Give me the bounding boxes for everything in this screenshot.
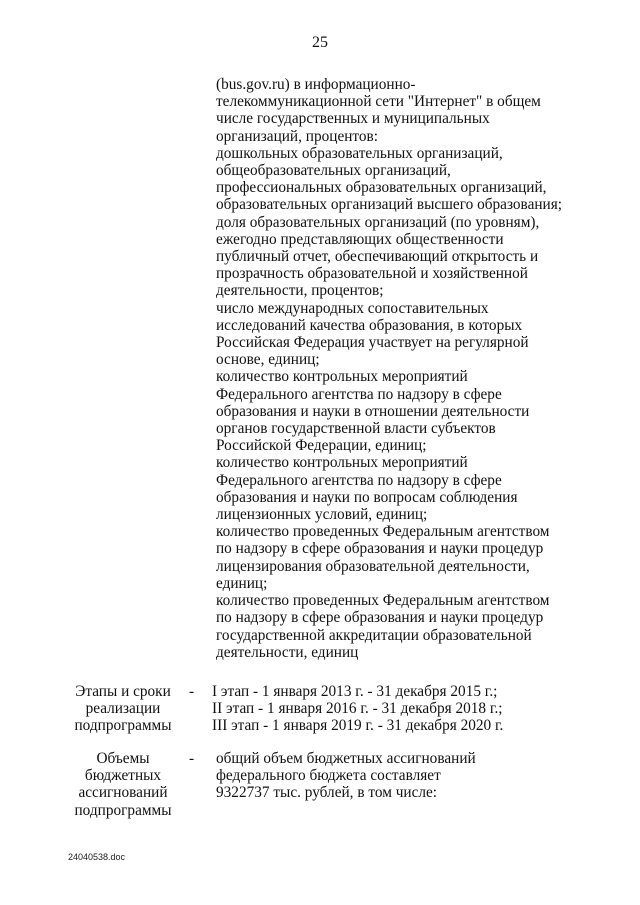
indicator-text-line: количество контрольных мероприятий: [216, 368, 468, 386]
indicator-text-line: Российская Федерация участвует на регулярной: [216, 334, 529, 352]
stages-label: [68, 683, 178, 735]
indicator-text-line: количество проведенных Федеральным агентством: [216, 523, 550, 541]
page-number: 25: [312, 34, 328, 51]
document-footer-code: 24040538.doc: [68, 852, 126, 862]
indicator-text-line: исследований качества образования, в которых: [216, 316, 523, 334]
budget-label-line: подпрограммы: [74, 801, 172, 819]
stages-label-line: подпрограммы: [74, 717, 172, 735]
indicator-text-line: органов государственной власти субъектов: [216, 420, 496, 438]
stages-dash: -: [189, 683, 195, 700]
indicator-text-line: доля образовательных организаций (по уровням),: [216, 213, 540, 231]
indicator-text-line: публичный отчет, обеспечивающий открытость и: [216, 248, 539, 266]
indicator-text-line: число международных сопоставительных: [216, 299, 489, 317]
indicator-text-line: образования и науки по вопросам соблюдения: [216, 488, 518, 506]
indicator-text-line: Федерального агентства по надзору в сфере: [216, 471, 502, 489]
budget-label-line: ассигнований: [78, 784, 168, 802]
indicator-text-line: образования и науки в отношении деятельности: [216, 402, 530, 420]
indicators-continuation: [216, 76, 616, 661]
stages-label-line: Этапы и сроки: [75, 683, 171, 700]
indicator-text-line: количество проведенных Федеральным агентством: [216, 592, 550, 610]
budget-value-line: общий объем бюджетных ассигнований: [216, 750, 476, 767]
indicator-text-line: Российской Федерации, единиц;: [216, 437, 427, 455]
indicator-text-line: дошкольных образовательных организаций,: [216, 144, 503, 162]
indicator-text-line: Федерального агентства по надзору в сфере: [216, 385, 502, 403]
indicator-text-line: по надзору в сфере образования и науки процедур: [216, 609, 544, 627]
indicator-text-line: образовательных организаций высшего образования;: [216, 196, 563, 214]
budget-label: [68, 750, 178, 819]
budget-dash: -: [189, 750, 195, 767]
indicator-text-line: профессиональных образовательных организаций,: [216, 179, 547, 197]
indicator-text-line: ежегодно представляющих общественности: [216, 230, 504, 248]
indicator-text-line: (bus.gov.ru) в информационно-: [216, 76, 416, 93]
budget-value: [216, 750, 616, 802]
stages-label-line: реализации: [85, 700, 161, 718]
indicator-text-line: количество контрольных мероприятий: [216, 454, 468, 472]
indicator-text-line: государственной аккредитации образовательной: [216, 626, 532, 644]
indicator-text-line: общеобразовательных организаций,: [216, 162, 451, 180]
budget-value-line: федерального бюджета составляет: [216, 767, 441, 785]
budget-label-line: Объемы: [96, 750, 150, 767]
stages-value: [212, 683, 612, 735]
indicator-text-line: лицензирования образовательной деятельности,: [216, 557, 530, 575]
indicator-text-line: единиц;: [216, 574, 268, 592]
indicator-text-line: прозрачность образовательной и хозяйственной: [216, 265, 528, 283]
indicator-text-line: лицензионных условий, единиц;: [216, 506, 428, 524]
indicator-text-line: деятельности, единиц: [216, 643, 359, 661]
budget-label-line: бюджетных: [84, 767, 162, 785]
indicator-text-line: телекоммуникационной сети "Интернет" в общем: [216, 93, 541, 111]
stages-value-line: II этап - 1 января 2016 г. - 31 декабря 2018 г.;: [212, 700, 503, 718]
indicator-text-line: деятельности, процентов;: [216, 282, 384, 300]
indicator-text-line: организаций, процентов:: [216, 127, 379, 145]
budget-value-line: 9322737 тыс. рублей, в том числе:: [216, 784, 438, 802]
indicator-text-line: числе государственных и муниципальных: [216, 110, 490, 128]
indicator-text-line: по надзору в сфере образования и науки процедур: [216, 540, 544, 558]
stages-value-line: I этап - 1 января 2013 г. - 31 декабря 2015 г.;: [212, 683, 498, 700]
stages-value-line: III этап - 1 января 2019 г. - 31 декабря 2020 г.: [212, 717, 504, 735]
indicator-text-line: основе, единиц;: [216, 351, 320, 369]
